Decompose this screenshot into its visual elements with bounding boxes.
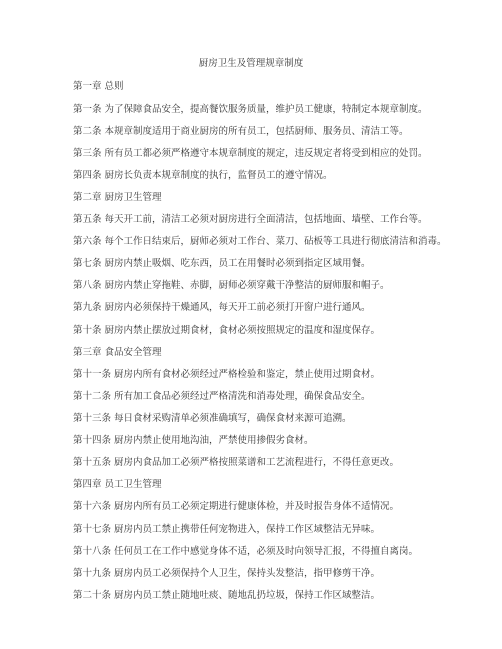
article-line: 第十三条 每日食材采购清单必须准确填写，确保食材来源可追溯。	[73, 413, 352, 424]
article-line: 第十五条 厨房内食品加工必须严格按照菜谱和工艺流程进行，不得任意更改。	[73, 457, 400, 468]
article-line: 第三条 所有员工都必须严格遵守本规章制度的规定，违反规定者将受到相应的处罚。	[73, 148, 428, 159]
chapter-heading: 第一章 总则	[73, 81, 124, 92]
article-line: 第二十条 厨房内员工禁止随地吐痰、随地乱扔垃圾，保持工作区域整洁。	[73, 590, 381, 601]
document-title: 厨房卫生及管理规章制度	[198, 58, 304, 69]
article-line: 第十八条 任何员工在工作中感觉身体不适，必须及时向领导汇报，不得擅自离岗。	[73, 546, 419, 557]
article-line: 第十四条 厨房内禁止使用地沟油，严禁使用掺假劣食材。	[73, 435, 314, 446]
article-line: 第十七条 厨房内员工禁止携带任何宠物进入，保持工作区域整洁无异味。	[73, 524, 381, 535]
article-line: 第十九条 厨房内员工必须保持个人卫生，保持头发整洁，指甲修剪干净。	[73, 568, 381, 579]
chapter-heading: 第二章 厨房卫生管理	[73, 192, 162, 203]
article-line: 第二条 本规章制度适用于商业厨房的所有员工，包括厨师、服务员、清洁工等。	[73, 126, 409, 137]
article-line: 第十条 厨房内禁止摆放过期食材，食材必须按照规定的温度和湿度保存。	[73, 325, 381, 336]
article-line: 第十一条 厨房内所有食材必须经过严格检验和鉴定，禁止使用过期食材。	[73, 369, 381, 380]
article-line: 第七条 厨房内禁止吸烟、吃东西，员工在用餐时必须到指定区域用餐。	[73, 258, 371, 269]
article-line: 第八条 厨房内禁止穿拖鞋、赤脚，厨师必须穿戴干净整洁的厨师服和帽子。	[73, 280, 390, 291]
article-line: 第五条 每天开工前，清洁工必须对厨房进行全面清洁，包括地面、墙壁、工作台等。	[73, 214, 428, 225]
article-line: 第一条 为了保障食品安全，提高餐饮服务质量，维护员工健康，特制定本规章制度。	[73, 104, 428, 115]
article-line: 第四条 厨房长负责本规章制度的执行，监督员工的遵守情况。	[73, 170, 333, 181]
article-line: 第十六条 厨房内所有员工必须定期进行健康体检，并及时报告身体不适情况。	[73, 501, 400, 512]
chapter-heading: 第三章 食品安全管理	[73, 347, 162, 358]
article-line: 第九条 厨房内必须保持干燥通风，每天开工前必须打开窗户进行通风。	[73, 302, 371, 313]
article-line: 第十二条 所有加工食品必须经过严格清洗和消毒处理，确保食品安全。	[73, 391, 371, 402]
chapter-heading: 第四章 员工卫生管理	[73, 479, 162, 490]
article-line: 第六条 每个工作日结束后，厨师必须对工作台、菜刀、砧板等工具进行彻底清洁和消毒。	[73, 236, 447, 247]
